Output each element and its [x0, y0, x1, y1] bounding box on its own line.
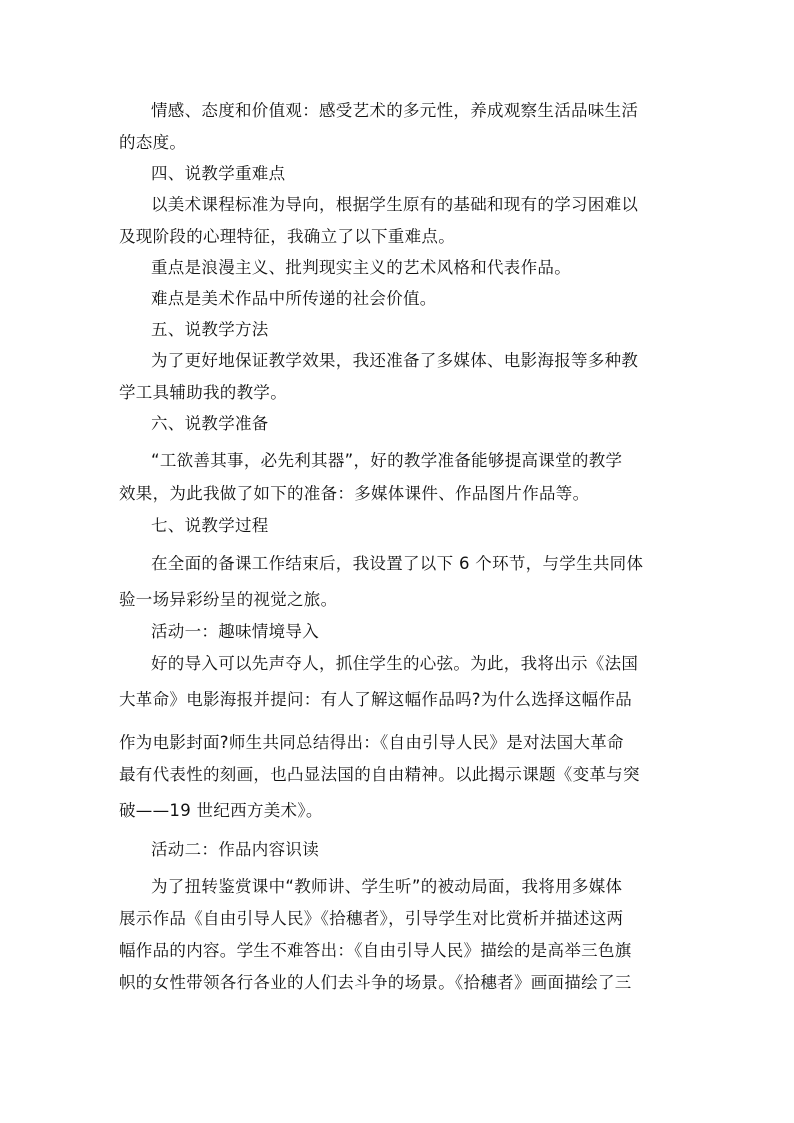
section-heading: 四、说教学重难点 [151, 164, 286, 183]
text-line: 作为电影封面?师生共同总结得出：《自由引导人民》是对法国大革命 [119, 733, 624, 752]
text-line: 大革命》电影海报并提问：有人了解这幅作品吗?为什么选择这幅作品 [119, 690, 633, 709]
activity-heading: 活动一：趣味情境导入 [151, 622, 319, 641]
text-line: 帜的女性带领各行各业的人们去斗争的场景。《拾穗者》画面描绘了三 [119, 973, 632, 992]
section-heading: 五、说教学方法 [151, 320, 269, 339]
text-line: “工欲善其事，必先利其器”，好的教学准备能够提高课堂的教学 [151, 451, 623, 470]
text-line: 情感、态度和价值观：感受艺术的多元性，养成观察生活品味生活 [151, 101, 639, 120]
text-line: 好的导入可以先声夺人，抓住学生的心弦。为此，我将出示《法国 [151, 654, 639, 673]
text-line: 以美术课程标准为导向，根据学生原有的基础和现有的学习困难以 [151, 195, 639, 214]
text-line: 的态度。 [119, 133, 187, 152]
section-heading: 六、说教学准备 [151, 414, 269, 433]
section-heading: 七、说教学过程 [151, 516, 269, 535]
text-line: 及现阶段的心理特征，我确立了以下重难点。 [119, 227, 455, 246]
text-line: 验一场异彩纷呈的视觉之旅。 [119, 590, 338, 609]
text-line: 为了更好地保证教学效果，我还准备了多媒体、电影海报等多种教 [151, 351, 639, 370]
text-line: 幅作品的内容。学生不难答出：《自由引导人民》描绘的是高举三色旗 [119, 941, 632, 960]
text-line: 难点是美术作品中所传递的社会价值。 [151, 289, 437, 308]
text-line: 破——19 世纪西方美术》。 [119, 801, 323, 820]
text-line: 学工具辅助我的教学。 [119, 383, 287, 402]
text-line: 展示作品《自由引导人民》《拾穗者》，引导学生对比赏析并描述这两 [119, 909, 624, 928]
activity-heading: 活动二：作品内容识读 [151, 840, 319, 859]
text-line: 效果，为此我做了如下的准备：多媒体课件、作品图片作品等。 [119, 484, 590, 503]
text-line: 最有代表性的刻画，也凸显法国的自由精神。以此揭示课题《变革与突 [119, 765, 640, 784]
text-line: 为了扭转鉴赏课中“教师讲、学生听”的被动局面，我将用多媒体 [151, 877, 623, 896]
text-line: 在全面的备课工作结束后，我设置了以下 6 个环节，与学生共同体 [151, 554, 644, 573]
text-line: 重点是浪漫主义、批判现实主义的艺术风格和代表作品。 [151, 258, 571, 277]
